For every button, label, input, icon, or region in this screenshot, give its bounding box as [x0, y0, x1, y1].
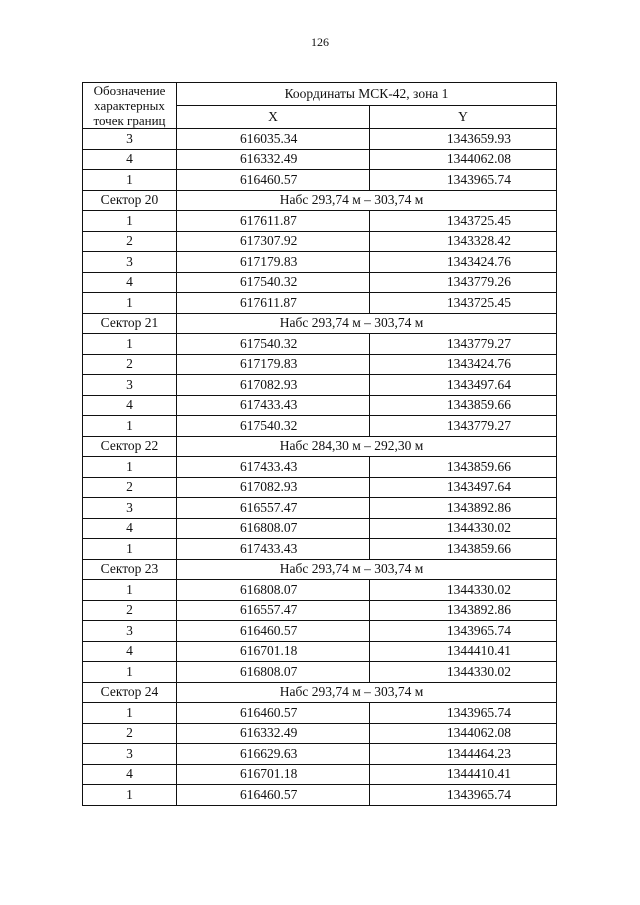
point-number: 4 — [83, 764, 177, 785]
point-number: 3 — [83, 129, 177, 150]
y-coordinate: 1343965.74 — [370, 703, 557, 724]
y-coordinate: 1344464.23 — [370, 744, 557, 765]
y-coordinate: 1343892.86 — [370, 600, 557, 621]
y-coordinate: 1343779.27 — [370, 334, 557, 355]
point-number: 4 — [83, 272, 177, 293]
y-coordinate: 1344062.08 — [370, 149, 557, 170]
y-coordinate: 1344330.02 — [370, 662, 557, 683]
table-row — [83, 764, 557, 785]
table-row — [83, 621, 557, 642]
x-coordinate: 616332.49 — [177, 723, 370, 744]
table-row — [83, 662, 557, 683]
table-row — [83, 600, 557, 621]
x-coordinate: 617540.32 — [177, 416, 370, 437]
table-row — [83, 744, 557, 765]
y-coordinate: 1343328.42 — [370, 231, 557, 252]
x-coordinate: 617179.83 — [177, 252, 370, 273]
y-coordinate: 1343779.26 — [370, 272, 557, 293]
sector-row — [83, 559, 557, 580]
sector-row — [83, 313, 557, 334]
sector-elevation-range: Набс 284,30 м – 292,30 м — [177, 436, 557, 457]
table-row — [83, 334, 557, 355]
point-number: 2 — [83, 600, 177, 621]
x-coordinate: 616629.63 — [177, 744, 370, 765]
y-coordinate: 1343659.93 — [370, 129, 557, 150]
x-coordinate: 617179.83 — [177, 354, 370, 375]
table-row — [83, 518, 557, 539]
point-number: 1 — [83, 211, 177, 232]
x-coordinate: 616460.57 — [177, 170, 370, 191]
point-number: 1 — [83, 416, 177, 437]
point-number: 1 — [83, 170, 177, 191]
y-coordinate: 1344330.02 — [370, 580, 557, 601]
y-coordinate: 1343859.66 — [370, 539, 557, 560]
x-coordinate: 616701.18 — [177, 764, 370, 785]
table-row — [83, 129, 557, 150]
table-row — [83, 641, 557, 662]
sector-elevation-range: Набс 293,74 м – 303,74 м — [177, 190, 557, 211]
point-number: 1 — [83, 703, 177, 724]
y-coordinate: 1344062.08 — [370, 723, 557, 744]
table-row — [83, 211, 557, 232]
x-coordinate: 616460.57 — [177, 703, 370, 724]
y-column-header: Y — [370, 106, 557, 129]
point-number: 1 — [83, 785, 177, 806]
point-number: 3 — [83, 744, 177, 765]
point-number: 4 — [83, 149, 177, 170]
x-coordinate: 616460.57 — [177, 621, 370, 642]
y-coordinate: 1343497.64 — [370, 375, 557, 396]
sector-name: Сектор 24 — [83, 682, 177, 703]
x-coordinate: 617540.32 — [177, 272, 370, 293]
point-number: 2 — [83, 231, 177, 252]
x-coordinate: 617082.93 — [177, 375, 370, 396]
y-coordinate: 1344410.41 — [370, 764, 557, 785]
x-coordinate: 616808.07 — [177, 662, 370, 683]
point-number: 2 — [83, 354, 177, 375]
point-number: 1 — [83, 539, 177, 560]
table-row — [83, 416, 557, 437]
point-number: 3 — [83, 252, 177, 273]
point-number: 4 — [83, 395, 177, 416]
x-coordinate: 617611.87 — [177, 293, 370, 314]
y-coordinate: 1343779.27 — [370, 416, 557, 437]
x-coordinate: 616460.57 — [177, 785, 370, 806]
table-row — [83, 703, 557, 724]
x-coordinate: 617082.93 — [177, 477, 370, 498]
table-row — [83, 272, 557, 293]
coordinates-header: Координаты МСК-42, зона 1 — [177, 83, 557, 106]
designation-header: Обозначение характерных точек границ — [83, 83, 177, 129]
sector-row — [83, 436, 557, 457]
table-row — [83, 477, 557, 498]
sector-name: Сектор 20 — [83, 190, 177, 211]
x-coordinate: 617433.43 — [177, 539, 370, 560]
x-coordinate: 616332.49 — [177, 149, 370, 170]
table-row — [83, 785, 557, 806]
table-row — [83, 539, 557, 560]
y-coordinate: 1343497.64 — [370, 477, 557, 498]
x-coordinate: 617540.32 — [177, 334, 370, 355]
x-coordinate: 616701.18 — [177, 641, 370, 662]
point-number: 2 — [83, 477, 177, 498]
point-number: 1 — [83, 580, 177, 601]
y-coordinate: 1343859.66 — [370, 395, 557, 416]
y-coordinate: 1343965.74 — [370, 785, 557, 806]
table-row — [83, 231, 557, 252]
point-number: 4 — [83, 641, 177, 662]
y-coordinate: 1343965.74 — [370, 170, 557, 191]
table-row — [83, 457, 557, 478]
y-coordinate: 1344410.41 — [370, 641, 557, 662]
x-coordinate: 616808.07 — [177, 580, 370, 601]
table-row — [83, 723, 557, 744]
table-body — [83, 129, 557, 806]
sector-elevation-range: Набс 293,74 м – 303,74 м — [177, 682, 557, 703]
point-number: 3 — [83, 498, 177, 519]
point-number: 3 — [83, 375, 177, 396]
y-coordinate: 1343424.76 — [370, 354, 557, 375]
sector-elevation-range: Набс 293,74 м – 303,74 м — [177, 313, 557, 334]
table-row — [83, 375, 557, 396]
x-coordinate: 616557.47 — [177, 498, 370, 519]
table-row — [83, 149, 557, 170]
x-coordinate: 616035.34 — [177, 129, 370, 150]
x-column-header: X — [177, 106, 370, 129]
point-number: 1 — [83, 457, 177, 478]
page-number: 126 — [311, 35, 329, 49]
y-coordinate: 1343965.74 — [370, 621, 557, 642]
x-coordinate: 617433.43 — [177, 457, 370, 478]
sector-name: Сектор 21 — [83, 313, 177, 334]
sector-name: Сектор 22 — [83, 436, 177, 457]
sector-row — [83, 190, 557, 211]
x-coordinate: 616808.07 — [177, 518, 370, 539]
point-number: 1 — [83, 334, 177, 355]
point-number: 1 — [83, 293, 177, 314]
table-row — [83, 580, 557, 601]
table-row — [83, 354, 557, 375]
point-number: 3 — [83, 621, 177, 642]
sector-row — [83, 682, 557, 703]
table-row — [83, 395, 557, 416]
sector-name: Сектор 23 — [83, 559, 177, 580]
table-row — [83, 498, 557, 519]
table-row — [83, 170, 557, 191]
point-number: 1 — [83, 662, 177, 683]
sector-elevation-range: Набс 293,74 м – 303,74 м — [177, 559, 557, 580]
table-row — [83, 293, 557, 314]
x-coordinate: 617611.87 — [177, 211, 370, 232]
table-header — [83, 83, 557, 129]
y-coordinate: 1343725.45 — [370, 293, 557, 314]
y-coordinate: 1343725.45 — [370, 211, 557, 232]
point-number: 4 — [83, 518, 177, 539]
coordinates-table — [82, 82, 557, 806]
y-coordinate: 1343859.66 — [370, 457, 557, 478]
x-coordinate: 617433.43 — [177, 395, 370, 416]
y-coordinate: 1344330.02 — [370, 518, 557, 539]
x-coordinate: 616557.47 — [177, 600, 370, 621]
point-number: 2 — [83, 723, 177, 744]
x-coordinate: 617307.92 — [177, 231, 370, 252]
y-coordinate: 1343424.76 — [370, 252, 557, 273]
y-coordinate: 1343892.86 — [370, 498, 557, 519]
table-row — [83, 252, 557, 273]
